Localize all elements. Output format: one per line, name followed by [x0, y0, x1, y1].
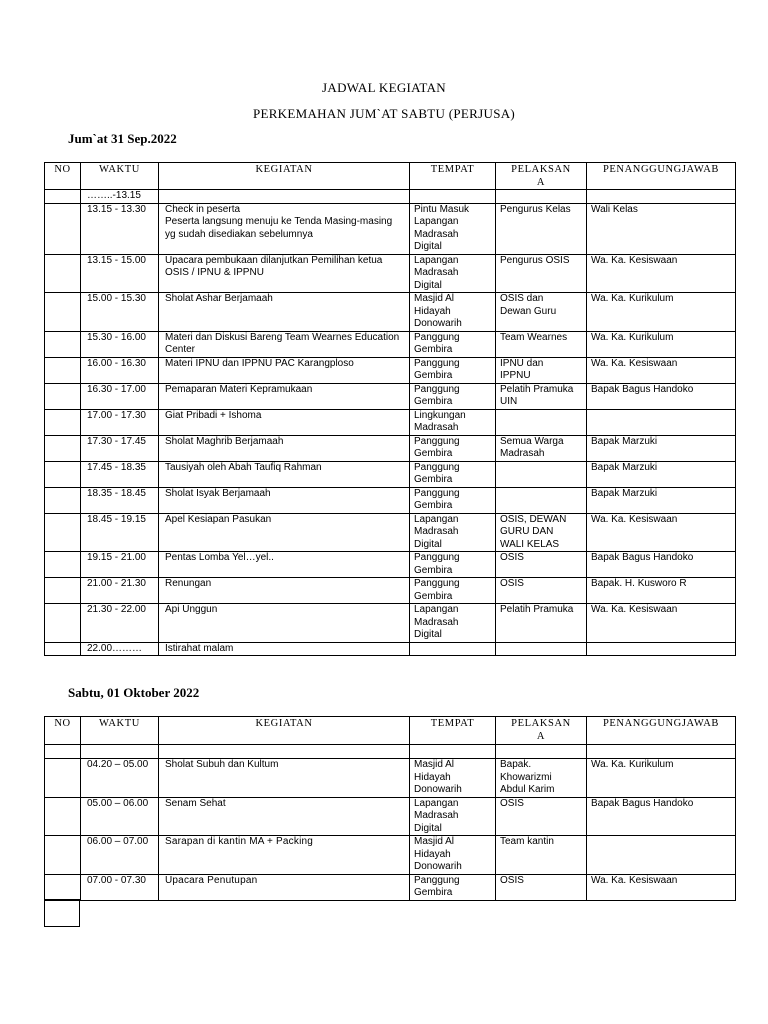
- cell-no: [45, 331, 81, 357]
- cell-pelaksana: IPNU dan IPPNU: [496, 357, 587, 383]
- cell-penanggungjawab: Wa. Ka. Kesiswaan: [587, 254, 736, 293]
- cell-kegiatan: Sholat Ashar Berjamaah: [159, 293, 410, 332]
- cell-kegiatan: Apel Kesiapan Pasukan: [159, 513, 410, 552]
- day2-schedule-table: [44, 716, 736, 901]
- cell-kegiatan: Renungan: [159, 578, 410, 604]
- table-row: [45, 513, 736, 552]
- cell-tempat: Panggung Gembira: [410, 383, 496, 409]
- cell-tempat: Panggung Gembira: [410, 435, 496, 461]
- cell-waktu: 15.00 - 15.30: [81, 293, 159, 332]
- cell-kegiatan: [159, 745, 410, 759]
- col-tempat-header: TEMPAT: [410, 717, 496, 745]
- cell-tempat: Lapangan Madrasah Digital: [410, 254, 496, 293]
- col-tempat-header: TEMPAT: [410, 163, 496, 190]
- cell-pelaksana: [496, 745, 587, 759]
- cell-penanggungjawab: Wa. Ka. Kesiswaan: [587, 513, 736, 552]
- cell-tempat: Masjid Al Hidayah Donowarih: [410, 836, 496, 875]
- cell-pelaksana: OSIS: [496, 578, 587, 604]
- cell-pelaksana: [496, 409, 587, 435]
- cell-kegiatan: Check in peserta Peserta langsung menuju ke Tenda Masing-masing yg sudah disediakan sebelumnya: [159, 203, 410, 254]
- cell-waktu: 16.30 - 17.00: [81, 383, 159, 409]
- table-row: [45, 836, 736, 875]
- day2-date: Sabtu, 01 Oktober 2022: [68, 685, 200, 700]
- cell-penanggungjawab: Wa. Ka. Kurikulum: [587, 293, 736, 332]
- cell-tempat: Panggung Gembira: [410, 552, 496, 578]
- cell-pelaksana: [496, 487, 587, 513]
- table-row: [45, 254, 736, 293]
- cell-pelaksana: OSIS, DEWAN GURU DAN WALI KELAS: [496, 513, 587, 552]
- cell-kegiatan: Tausiyah oleh Abah Taufiq Rahman: [159, 461, 410, 487]
- cell-waktu: 06.00 – 07.00: [81, 836, 159, 875]
- cell-no: [45, 409, 81, 435]
- table-row: [45, 203, 736, 254]
- cell-penanggungjawab: Wa. Ka. Kesiswaan: [587, 874, 736, 900]
- table-row: [45, 552, 736, 578]
- cell-pelaksana: Semua Warga Madrasah: [496, 435, 587, 461]
- cell-no: [45, 383, 81, 409]
- cell-no: [45, 759, 81, 798]
- cell-waktu: 21.30 - 22.00: [81, 604, 159, 643]
- table-row: [45, 642, 736, 656]
- cell-kegiatan: Materi dan Diskusi Bareng Team Wearnes Education Center: [159, 331, 410, 357]
- cell-kegiatan: Sarapan di kantin MA + Packing: [159, 836, 410, 875]
- cell-no: [45, 578, 81, 604]
- cell-waktu: 17.45 - 18.35: [81, 461, 159, 487]
- col-penanggungjawab-header: PENANGGUNGJAWAB: [587, 163, 736, 190]
- cell-kegiatan: [159, 190, 410, 204]
- cell-penanggungjawab: [587, 190, 736, 204]
- cell-tempat: Panggung Gembira: [410, 874, 496, 900]
- cell-pelaksana: [496, 642, 587, 656]
- cell-tempat: [410, 745, 496, 759]
- cell-waktu: 07.00 - 07.30: [81, 874, 159, 900]
- empty-cell-box: [44, 899, 80, 927]
- cell-penanggungjawab: Bapak Bagus Handoko: [587, 383, 736, 409]
- table-row: [45, 190, 736, 204]
- cell-kegiatan: Sholat Maghrib Berjamaah: [159, 435, 410, 461]
- cell-tempat: Panggung Gembira: [410, 331, 496, 357]
- cell-pelaksana: Pengurus Kelas: [496, 203, 587, 254]
- document-subtitle: PERKEMAHAN JUM`AT SABTU (PERJUSA): [252, 106, 516, 121]
- cell-pelaksana: [496, 461, 587, 487]
- cell-no: [45, 513, 81, 552]
- col-no-header: NO: [45, 717, 81, 745]
- table-row: [45, 759, 736, 798]
- cell-pelaksana: Pelatih Pramuka: [496, 604, 587, 643]
- cell-penanggungjawab: Bapak Bagus Handoko: [587, 797, 736, 836]
- cell-kegiatan: Materi IPNU dan IPPNU PAC Karangploso: [159, 357, 410, 383]
- col-no-header: NO: [45, 163, 81, 190]
- cell-waktu: 04.20 – 05.00: [81, 759, 159, 798]
- table-row: [45, 604, 736, 643]
- cell-tempat: Masjid Al Hidayah Donowarih: [410, 759, 496, 798]
- table-row: [45, 487, 736, 513]
- cell-waktu: [81, 745, 159, 759]
- cell-tempat: Lapangan Madrasah Digital: [410, 797, 496, 836]
- cell-tempat: Panggung Gembira: [410, 578, 496, 604]
- cell-kegiatan: Senam Sehat: [159, 797, 410, 836]
- cell-tempat: Lapangan Madrasah Digital: [410, 604, 496, 643]
- document-title: JADWAL KEGIATAN: [322, 80, 446, 95]
- cell-no: [45, 461, 81, 487]
- cell-pelaksana: OSIS: [496, 874, 587, 900]
- cell-penanggungjawab: [587, 409, 736, 435]
- table-row: [45, 578, 736, 604]
- cell-kegiatan: Giat Pribadi + Ishoma: [159, 409, 410, 435]
- cell-tempat: [410, 190, 496, 204]
- cell-tempat: [410, 642, 496, 656]
- cell-tempat: Pintu Masuk Lapangan Madrasah Digital: [410, 203, 496, 254]
- cell-kegiatan: Pemaparan Materi Kepramukaan: [159, 383, 410, 409]
- cell-waktu: 18.35 - 18.45: [81, 487, 159, 513]
- cell-pelaksana: Pengurus OSIS: [496, 254, 587, 293]
- col-pelaksana-header: PELAKSAN A: [496, 717, 587, 745]
- cell-no: [45, 797, 81, 836]
- cell-waktu: 19.15 - 21.00: [81, 552, 159, 578]
- cell-pelaksana: OSIS dan Dewan Guru: [496, 293, 587, 332]
- cell-pelaksana: Pelatih Pramuka UIN: [496, 383, 587, 409]
- cell-waktu: 18.45 - 19.15: [81, 513, 159, 552]
- table-row: [45, 409, 736, 435]
- col-penanggungjawab-header: PENANGGUNGJAWAB: [587, 717, 736, 745]
- cell-waktu: 21.00 - 21.30: [81, 578, 159, 604]
- cell-no: [45, 487, 81, 513]
- cell-pelaksana: Team Wearnes: [496, 331, 587, 357]
- cell-waktu: ……..-13.15: [81, 190, 159, 204]
- table-header-row: [45, 163, 736, 190]
- cell-waktu: 16.00 - 16.30: [81, 357, 159, 383]
- cell-pelaksana: OSIS: [496, 797, 587, 836]
- cell-no: [45, 604, 81, 643]
- cell-no: [45, 836, 81, 875]
- cell-kegiatan: Sholat Subuh dan Kultum: [159, 759, 410, 798]
- cell-waktu: 17.30 - 17.45: [81, 435, 159, 461]
- cell-waktu: 05.00 – 06.00: [81, 797, 159, 836]
- col-waktu-header: WAKTU: [81, 163, 159, 190]
- cell-no: [45, 190, 81, 204]
- cell-kegiatan: Upacara pembukaan dilanjutkan Pemilihan ketua OSIS / IPNU & IPPNU: [159, 254, 410, 293]
- cell-no: [45, 435, 81, 461]
- cell-waktu: 22.00………: [81, 642, 159, 656]
- day1-schedule-table: [44, 162, 736, 656]
- cell-waktu: 13.15 - 13.30: [81, 203, 159, 254]
- cell-tempat: Masjid Al Hidayah Donowarih: [410, 293, 496, 332]
- cell-penanggungjawab: Wali Kelas: [587, 203, 736, 254]
- table-header-row: [45, 717, 736, 745]
- cell-penanggungjawab: Bapak Marzuki: [587, 461, 736, 487]
- col-waktu-header: WAKTU: [81, 717, 159, 745]
- col-pelaksana-header: PELAKSAN A: [496, 163, 587, 190]
- cell-penanggungjawab: Bapak. H. Kusworo R: [587, 578, 736, 604]
- table-row: [45, 293, 736, 332]
- cell-no: [45, 254, 81, 293]
- cell-tempat: Panggung Gembira: [410, 357, 496, 383]
- cell-no: [45, 293, 81, 332]
- cell-tempat: Lapangan Madrasah Digital: [410, 513, 496, 552]
- cell-tempat: Panggung Gembira: [410, 487, 496, 513]
- cell-penanggungjawab: [587, 745, 736, 759]
- cell-pelaksana: Bapak. Khowarizmi Abdul Karim: [496, 759, 587, 798]
- table-row: [45, 383, 736, 409]
- cell-no: [45, 357, 81, 383]
- cell-kegiatan: Upacara Penutupan: [159, 874, 410, 900]
- cell-waktu: 15.30 - 16.00: [81, 331, 159, 357]
- table-row: [45, 435, 736, 461]
- cell-waktu: 17.00 - 17.30: [81, 409, 159, 435]
- table-row: [45, 331, 736, 357]
- cell-no: [45, 552, 81, 578]
- cell-kegiatan: Istirahat malam: [159, 642, 410, 656]
- cell-penanggungjawab: Wa. Ka. Kurikulum: [587, 759, 736, 798]
- cell-kegiatan: Sholat Isyak Berjamaah: [159, 487, 410, 513]
- cell-pelaksana: [496, 190, 587, 204]
- cell-penanggungjawab: Wa. Ka. Kesiswaan: [587, 357, 736, 383]
- day1-date: Jum`at 31 Sep.2022: [68, 131, 177, 146]
- table-row: [45, 357, 736, 383]
- cell-penanggungjawab: [587, 642, 736, 656]
- cell-kegiatan: Pentas Lomba Yel…yel..: [159, 552, 410, 578]
- table-row: [45, 874, 736, 900]
- cell-penanggungjawab: Wa. Ka. Kurikulum: [587, 331, 736, 357]
- cell-penanggungjawab: Wa. Ka. Kesiswaan: [587, 604, 736, 643]
- cell-pelaksana: Team kantin: [496, 836, 587, 875]
- col-kegiatan-header: KEGIATAN: [159, 717, 410, 745]
- cell-kegiatan: Api Unggun: [159, 604, 410, 643]
- cell-tempat: Lingkungan Madrasah: [410, 409, 496, 435]
- col-kegiatan-header: KEGIATAN: [159, 163, 410, 190]
- table-row: [45, 461, 736, 487]
- cell-penanggungjawab: Bapak Bagus Handoko: [587, 552, 736, 578]
- cell-pelaksana: OSIS: [496, 552, 587, 578]
- cell-tempat: Panggung Gembira: [410, 461, 496, 487]
- table-row: [45, 797, 736, 836]
- cell-penanggungjawab: [587, 836, 736, 875]
- cell-no: [45, 745, 81, 759]
- cell-no: [45, 642, 81, 656]
- cell-no: [45, 203, 81, 254]
- table-row: [45, 745, 736, 759]
- cell-penanggungjawab: Bapak Marzuki: [587, 487, 736, 513]
- cell-waktu: 13.15 - 15.00: [81, 254, 159, 293]
- cell-penanggungjawab: Bapak Marzuki: [587, 435, 736, 461]
- cell-no: [45, 874, 81, 900]
